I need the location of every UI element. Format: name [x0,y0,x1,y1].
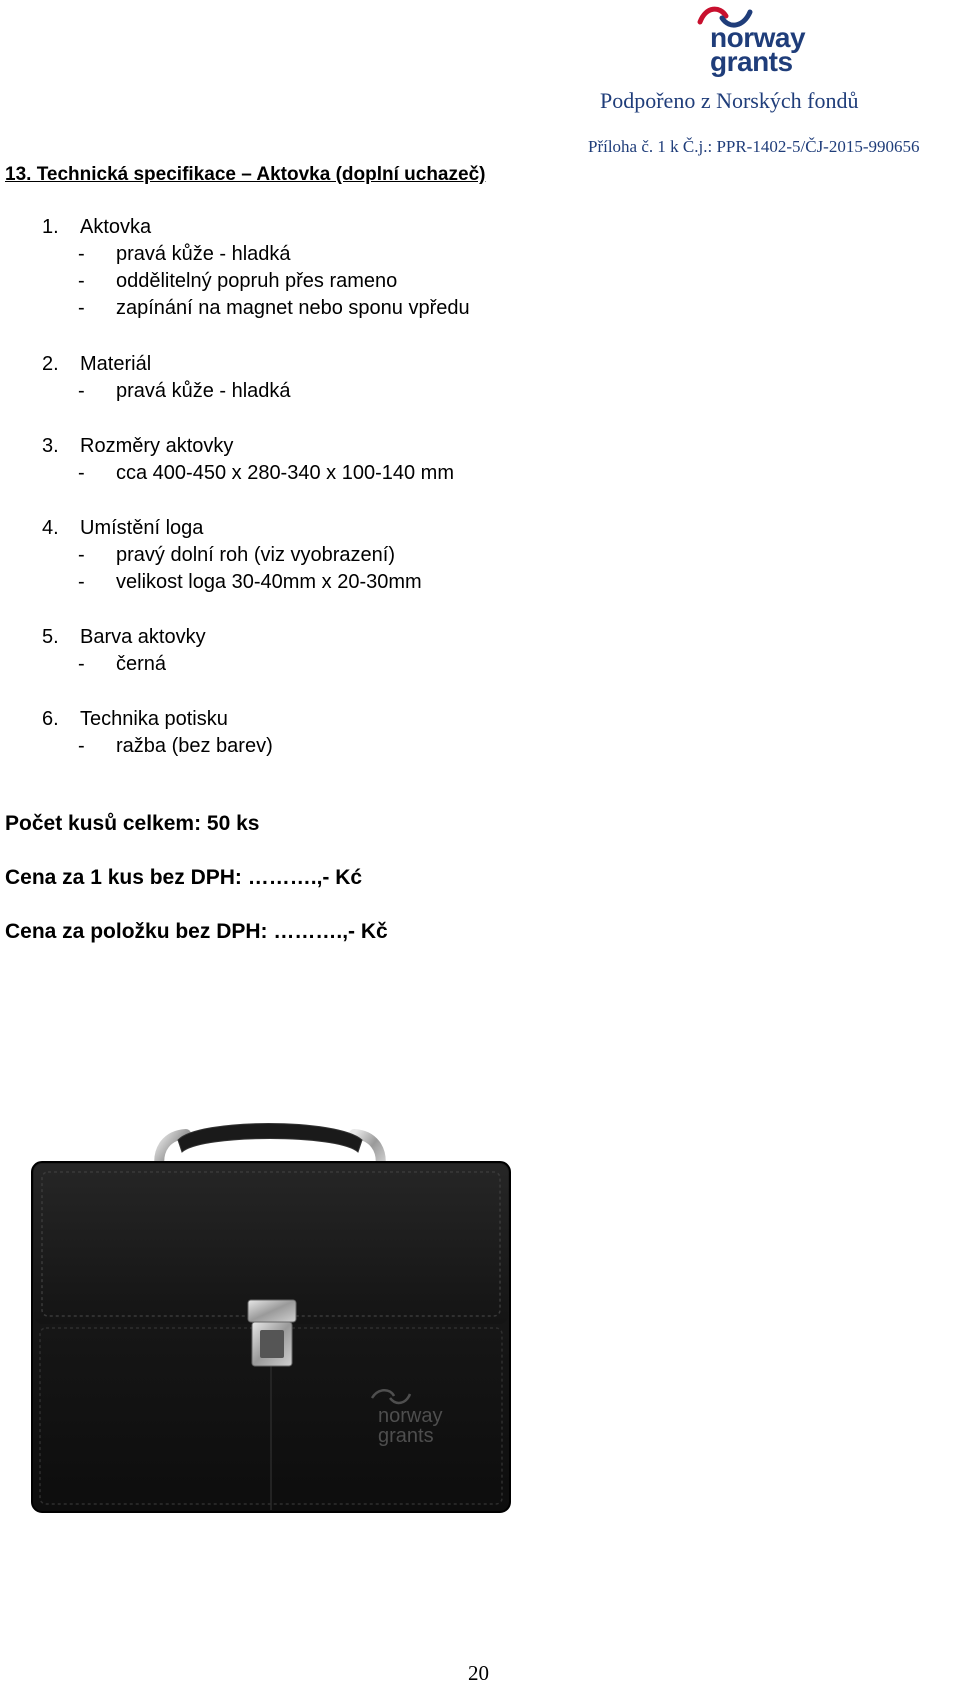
clasp-top [248,1300,296,1322]
item-price: Cena za položku bez DPH: ……….,- Kč [5,920,388,943]
embossed-logo-line2: grants [378,1425,434,1447]
item-print-technique-bullet-1: - ražba (bez barev) [78,735,273,757]
embossed-logo-line1: norway [378,1405,443,1427]
item-aktovka-bullet-1: - pravá kůže - hladká [78,243,291,265]
item-color-bullet-1: - černá [78,653,167,675]
item-material-bullet-1: - pravá kůže - hladká [78,380,291,402]
section-heading: 13. Technická specifikace – Aktovka (doplní uchazeč) [5,164,486,185]
total-count: Počet kusů celkem: 50 ks [5,812,260,835]
attachment-reference: Příloha č. 1 k Č.j.: PPR-1402-5/ČJ-2015-990656 [588,137,920,156]
item-aktovka-bullet-3: - zapínání na magnet nebo sponu vpředu [78,297,470,319]
item-aktovka-bullet-2: - oddělitelný popruh přes rameno [78,270,398,292]
supported-by-text: Podpořeno z Norských fondů [600,88,859,113]
norway-grants-logo [700,4,820,76]
logo-text-norway: norway [710,22,806,53]
item-print-technique-title: 6. Technika potisku [42,708,228,730]
item-logo-placement-bullet-1: - pravý dolní roh (viz vyobrazení) [78,544,396,566]
item-dimensions-bullet-1: - cca 400-450 x 280-340 x 100-140 mm [78,462,454,484]
item-dimensions-title: 3. Rozměry aktovky [42,435,234,457]
item-aktovka-title: 1. Aktovka [42,216,152,238]
item-color-title: 5. Barva aktovky [42,626,206,648]
handle [178,1124,362,1153]
item-material-title: 2. Materiál [42,353,152,375]
briefcase-image [28,1110,518,1515]
logo-text-grants: grants [710,46,793,77]
item-logo-placement-title: 4. Umístění loga [42,517,204,539]
unit-price: Cena za 1 kus bez DPH: ……….,- Kć [5,866,363,889]
page-number: 20 [468,1661,489,1685]
item-logo-placement-bullet-2: - velikost loga 30-40mm x 20-30mm [78,571,422,593]
